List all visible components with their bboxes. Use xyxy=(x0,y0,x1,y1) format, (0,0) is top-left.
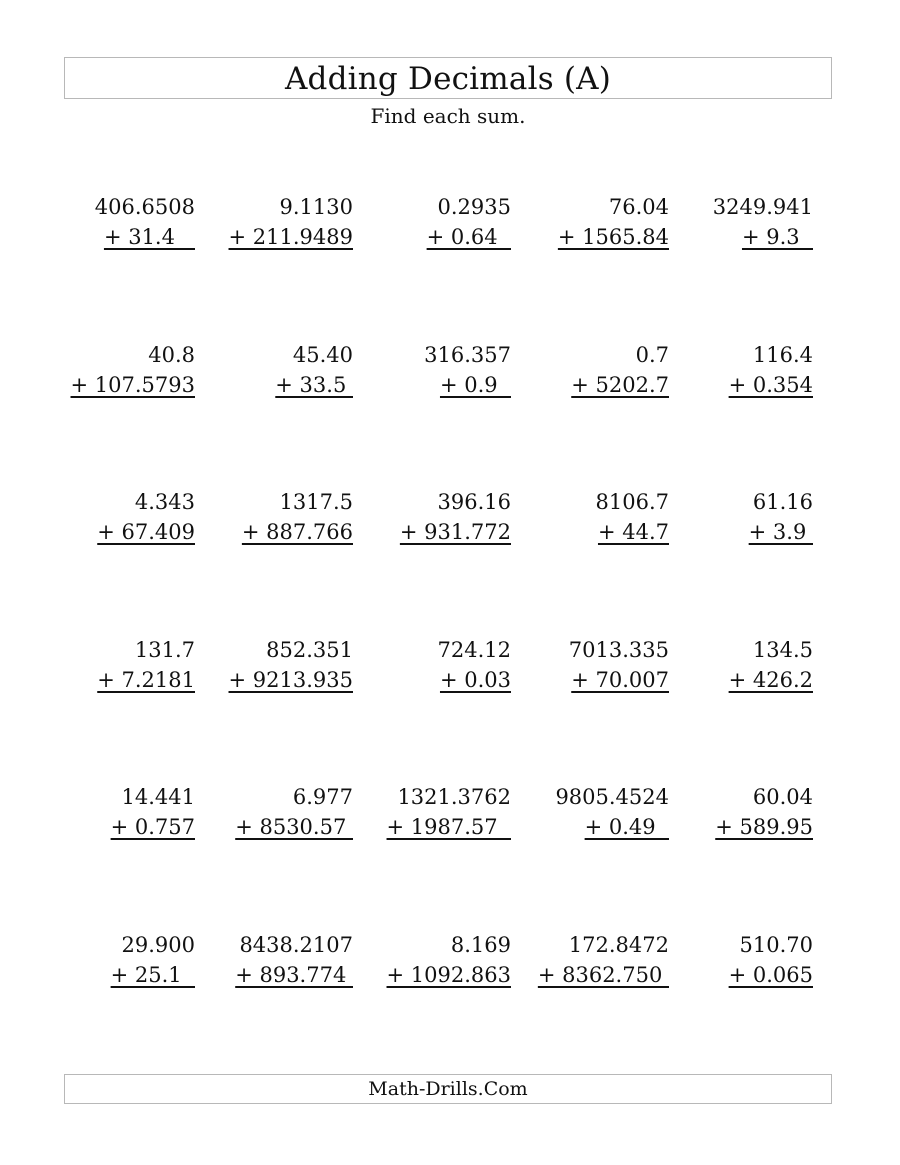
second-addend: + 9213.935 xyxy=(228,668,353,692)
first-addend: 852.351 xyxy=(266,638,353,662)
first-addend: 6.977 xyxy=(292,785,353,809)
first-addend: 8.169 xyxy=(450,933,511,957)
second-addend: + 33.5 xyxy=(275,373,353,397)
second-addend: + 893.774 xyxy=(235,963,353,987)
second-addend: + 0.64 xyxy=(426,225,511,249)
footer-box xyxy=(64,1074,832,1104)
second-addend: + 7.2181 xyxy=(97,668,195,692)
second-addend: + 211.9489 xyxy=(228,225,353,249)
first-addend: 131.7 xyxy=(134,638,195,662)
first-addend: 40.8 xyxy=(148,343,195,367)
second-addend: + 31.4 xyxy=(103,225,195,249)
first-addend: 134.5 xyxy=(752,638,813,662)
first-addend: 8106.7 xyxy=(595,490,669,514)
second-addend: + 1987.57 xyxy=(386,815,511,839)
second-addend: + 1565.84 xyxy=(557,225,669,249)
first-addend: 61.16 xyxy=(752,490,813,514)
second-addend: + 931.772 xyxy=(399,520,511,544)
first-addend: 9.1130 xyxy=(279,195,353,219)
first-addend: 29.900 xyxy=(121,933,195,957)
first-addend: 7013.335 xyxy=(568,638,669,662)
first-addend: 724.12 xyxy=(437,638,511,662)
problem-r4-c5 xyxy=(0,635,900,695)
second-addend: + 67.409 xyxy=(97,520,195,544)
footer-site: Math-Drills.Com xyxy=(368,1078,528,1100)
first-addend: 14.441 xyxy=(121,785,195,809)
second-addend: + 0.9 xyxy=(439,373,511,397)
second-addend: + 0.03 xyxy=(439,668,511,692)
second-addend: + 0.49 xyxy=(584,815,669,839)
second-addend: + 8530.57 xyxy=(235,815,353,839)
instructions: Find each sum. xyxy=(370,104,526,128)
first-addend: 0.7 xyxy=(635,343,669,367)
first-addend: 1321.3762 xyxy=(397,785,511,809)
problem-r2-c5 xyxy=(0,340,900,400)
problem-r5-c5 xyxy=(0,782,900,842)
second-addend: + 426.2 xyxy=(728,668,813,692)
first-addend: 45.40 xyxy=(292,343,353,367)
first-addend: 396.16 xyxy=(437,490,511,514)
page-title: Adding Decimals (A) xyxy=(284,61,612,97)
second-addend: + 0.757 xyxy=(110,815,195,839)
first-addend: 9805.4524 xyxy=(555,785,669,809)
problem-r3-c5 xyxy=(0,487,900,547)
second-addend: + 1092.863 xyxy=(386,963,511,987)
first-addend: 76.04 xyxy=(608,195,669,219)
first-addend: 406.6508 xyxy=(94,195,195,219)
second-addend: + 5202.7 xyxy=(571,373,669,397)
first-addend: 60.04 xyxy=(752,785,813,809)
first-addend: 1317.5 xyxy=(279,490,353,514)
second-addend: + 3.9 xyxy=(748,520,813,544)
problem-r1-c5 xyxy=(0,192,900,252)
first-addend: 116.4 xyxy=(752,343,813,367)
second-addend: + 887.766 xyxy=(241,520,353,544)
first-addend: 510.70 xyxy=(739,933,813,957)
second-addend: + 107.5793 xyxy=(70,373,195,397)
first-addend: 4.343 xyxy=(134,490,195,514)
second-addend: + 0.354 xyxy=(728,373,813,397)
second-addend: + 9.3 xyxy=(741,225,813,249)
second-addend: + 8362.750 xyxy=(537,963,669,987)
first-addend: 316.357 xyxy=(424,343,511,367)
first-addend: 172.8472 xyxy=(568,933,669,957)
second-addend: + 25.1 xyxy=(110,963,195,987)
first-addend: 3249.941 xyxy=(712,195,813,219)
second-addend: + 70.007 xyxy=(571,668,669,692)
problem-r6-c5 xyxy=(0,930,900,990)
second-addend: + 589.95 xyxy=(715,815,813,839)
second-addend: + 44.7 xyxy=(597,520,669,544)
second-addend: + 0.065 xyxy=(728,963,813,987)
first-addend: 0.2935 xyxy=(437,195,511,219)
first-addend: 8438.2107 xyxy=(239,933,353,957)
